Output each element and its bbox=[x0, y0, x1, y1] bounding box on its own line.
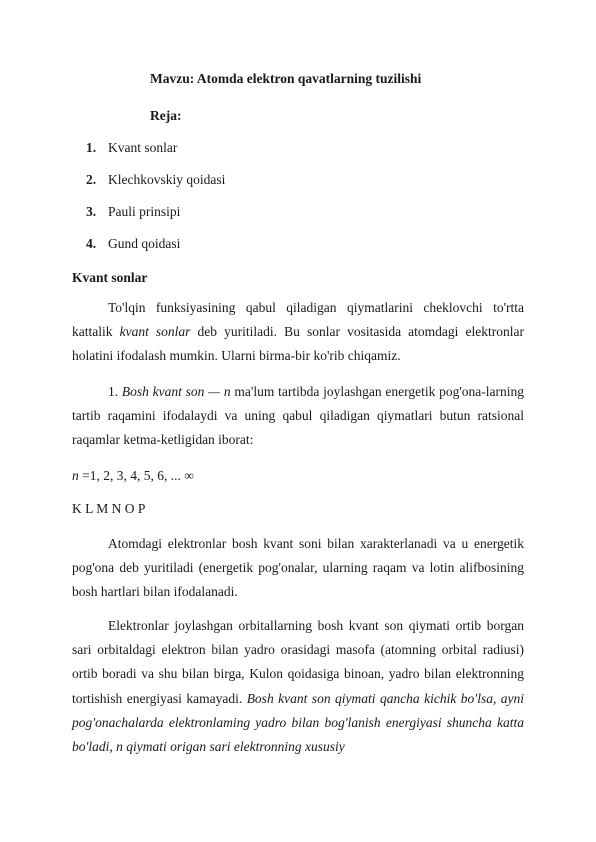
plan-item bbox=[86, 202, 180, 222]
text-run: 1. bbox=[108, 384, 122, 399]
emphasis-text: Bosh kvant son qiymati qancha kichik bo'lsa, ayni pog'onachalarda elektronlaming yadro bilan bog'lanish energiyasi shuncha katta bo'ladi, n qiymati origan sari elektronning xususiy bbox=[72, 690, 525, 755]
emphasis-text: kvant sonlar bbox=[119, 324, 191, 340]
text-run: deb yuritiladi. Bu sonlar vositasida atomdagi elektronlar holatini ifodalash mumkin. Ularni birma-bir ko'rib chiqamiz. bbox=[72, 324, 524, 364]
text-run: ma'lum tartibda joylashgan energetik pog'ona-larning tartib raqamini ifodalaydi va uning qabul qiladigan qiymatlari butun ratsional raqamlar ketma-ketligidan iborat: bbox=[72, 384, 524, 448]
emphasis-text: Bosh kvant son — n bbox=[121, 384, 231, 399]
plan-title: Reja: bbox=[150, 108, 182, 123]
paragraph-intro bbox=[72, 296, 524, 369]
paragraph-principal-quantum-number bbox=[72, 380, 524, 453]
plan-item-label: Pauli prinsipi bbox=[108, 204, 181, 219]
document-topic: Mavzu: Atomda elektron qavatlarning tuzilishi bbox=[150, 71, 422, 86]
plan-item bbox=[86, 170, 225, 190]
plan-item-number: 1. bbox=[86, 140, 97, 155]
shell-letters: K L M N O P bbox=[72, 501, 146, 516]
formula-line bbox=[72, 468, 194, 484]
plan-item-label: Gund qoidasi bbox=[108, 236, 181, 251]
plan-item-number: 2. bbox=[86, 172, 97, 187]
text-run: To'lqin funksiyasining qabul qiladigan qiymatlarini cheklovchi to'rtta kattalik bbox=[72, 300, 524, 340]
text-run: Elektronlar joylashgan orbitallarning bosh kvant son qiymati ortib borgan sari orbitaldagi elektron bilan yadro orasidagi masofa (atomning orbital radiusi) ortib boradi va shu bilan birga, Kulon qoidasiga binoan, yadro bilan elektronning tortishish energiyasi kamayadi. bbox=[72, 618, 524, 706]
plan-item-label: Kvant sonlar bbox=[108, 140, 178, 155]
formula-values: =1, 2, 3, 4, 5, 6, ... ∞ bbox=[78, 468, 194, 483]
paragraph-orbitals bbox=[72, 614, 524, 759]
plan-item-label: Klechkovskiy qoidasi bbox=[108, 172, 226, 187]
plan-item bbox=[86, 234, 180, 254]
plan-item-number: 4. bbox=[86, 236, 97, 251]
section-heading: Kvant sonlar bbox=[72, 270, 148, 285]
paragraph-energy-levels: Atomdagi elektronlar bosh kvant soni bilan xarakterlanadi va u energetik pog'ona deb yuritiladi (energetik pog'onalar, ularning raqam va lotin alifbosining bosh hartlari bilan ifodalanadi. bbox=[72, 536, 524, 600]
plan-item bbox=[86, 138, 177, 158]
formula-variable: n bbox=[72, 468, 79, 483]
plan-item-number: 3. bbox=[86, 204, 97, 219]
